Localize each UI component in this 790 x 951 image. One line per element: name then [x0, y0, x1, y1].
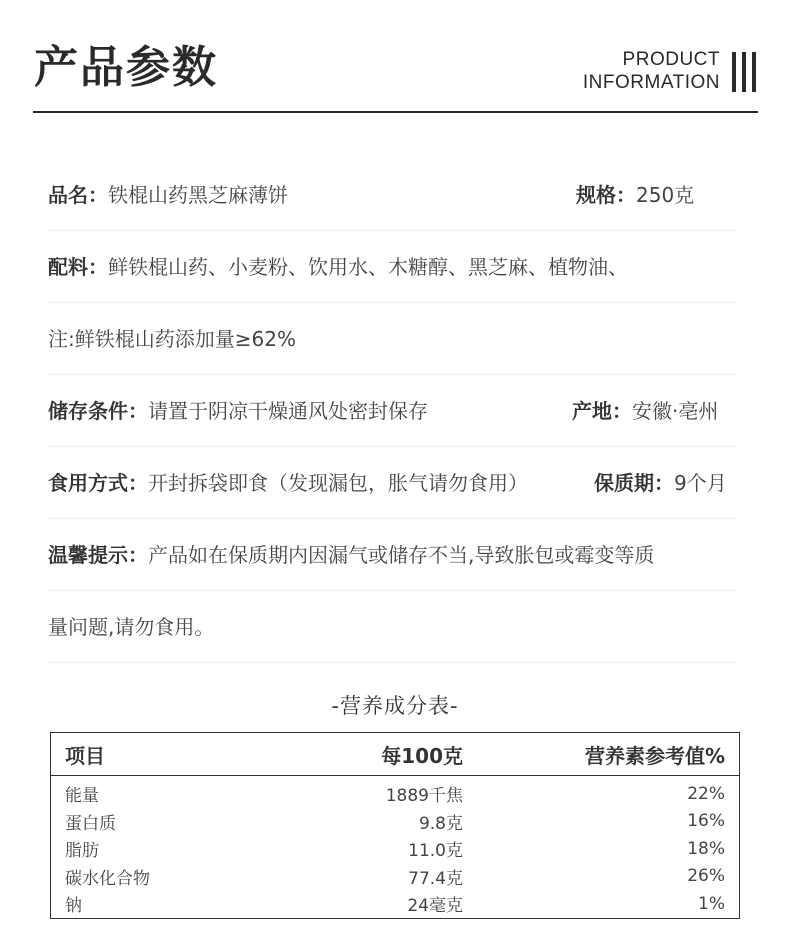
shelf-value: 9个月: [674, 471, 727, 495]
name-label: 品名：: [48, 183, 108, 207]
ingredients-label: 配料：: [48, 255, 108, 279]
info-row-storage: [48, 376, 736, 447]
spec-label: 规格：: [576, 183, 636, 207]
vertical-bars-icon: [732, 52, 758, 92]
nutrient-amount: 24毫克: [407, 896, 463, 917]
nutrient-nrv: 26%: [687, 866, 725, 887]
storage-label: 储存条件：: [48, 399, 148, 423]
nutrient-amount: 77.4克: [408, 868, 463, 889]
info-row-usage: [48, 448, 736, 519]
storage-value: 请置于阴凉干燥通风处密封保存: [148, 399, 428, 423]
info-row-ingredients: [48, 232, 736, 303]
nutrient-name: 脂肪: [65, 841, 99, 862]
nutrient-nrv: 22%: [687, 783, 725, 804]
page-title: 产品参数: [34, 42, 218, 93]
table-row: [51, 863, 740, 891]
tips-value: 产品如在保质期内因漏气或储存不当,导致胀包或霉变等质: [148, 543, 655, 567]
table-row: [51, 808, 740, 836]
nutrient-amount: 1889千焦: [385, 786, 463, 807]
name-value: 铁棍山药黑芝麻薄饼: [108, 183, 288, 207]
info-row-note: [48, 304, 736, 375]
header-english-title: [583, 48, 720, 94]
ingredients-value: 鲜铁棍山药、小麦粉、饮用水、木糖醇、黑芝麻、植物油、: [108, 255, 628, 279]
nutrition-table: [50, 732, 740, 919]
nutrient-amount: 9.8克: [418, 813, 463, 834]
nutrient-nrv: 1%: [698, 893, 725, 914]
info-row-tips-cont: [48, 592, 736, 663]
origin-value: 安徽·亳州: [632, 399, 719, 423]
nutrient-name: 碳水化合物: [65, 868, 150, 889]
info-row-name: [48, 160, 736, 231]
tips-label: 温馨提示：: [48, 543, 148, 567]
nutrient-nrv: 18%: [687, 838, 725, 859]
header-divider: [33, 111, 758, 113]
header-item: 项目: [51, 733, 280, 776]
shelf-label: 保质期：: [594, 471, 674, 495]
header-nrv: 营养素参考值%: [477, 733, 740, 776]
nutrient-name: 钠: [65, 896, 82, 917]
usage-label: 食用方式：: [48, 471, 148, 495]
header-en-line2: INFORMATION: [582, 72, 720, 93]
table-row: [51, 890, 740, 918]
spec-value: 250克: [636, 183, 695, 207]
table-row: [51, 835, 740, 863]
nutrient-name: 蛋白质: [65, 813, 116, 834]
origin-label: 产地：: [572, 399, 632, 423]
nutrient-nrv: 16%: [687, 811, 725, 832]
usage-value: 开封拆袋即食（发现漏包，胀气请勿食用）: [148, 471, 528, 495]
nutrient-amount: 11.0克: [408, 841, 463, 862]
nutrition-header-row: [51, 733, 740, 776]
table-row: [51, 776, 740, 808]
info-row-tips: [48, 520, 736, 591]
nutrient-name: 能量: [65, 786, 99, 807]
header-en-line1: PRODUCT: [622, 49, 720, 70]
nutrition-title: -营养成分表-: [331, 694, 459, 718]
note-text: 注:鲜铁棍山药添加量≥62%: [48, 327, 296, 351]
tips-continuation: 量问题,请勿食用。: [48, 615, 215, 639]
header-per100g: 每100克: [279, 733, 477, 776]
